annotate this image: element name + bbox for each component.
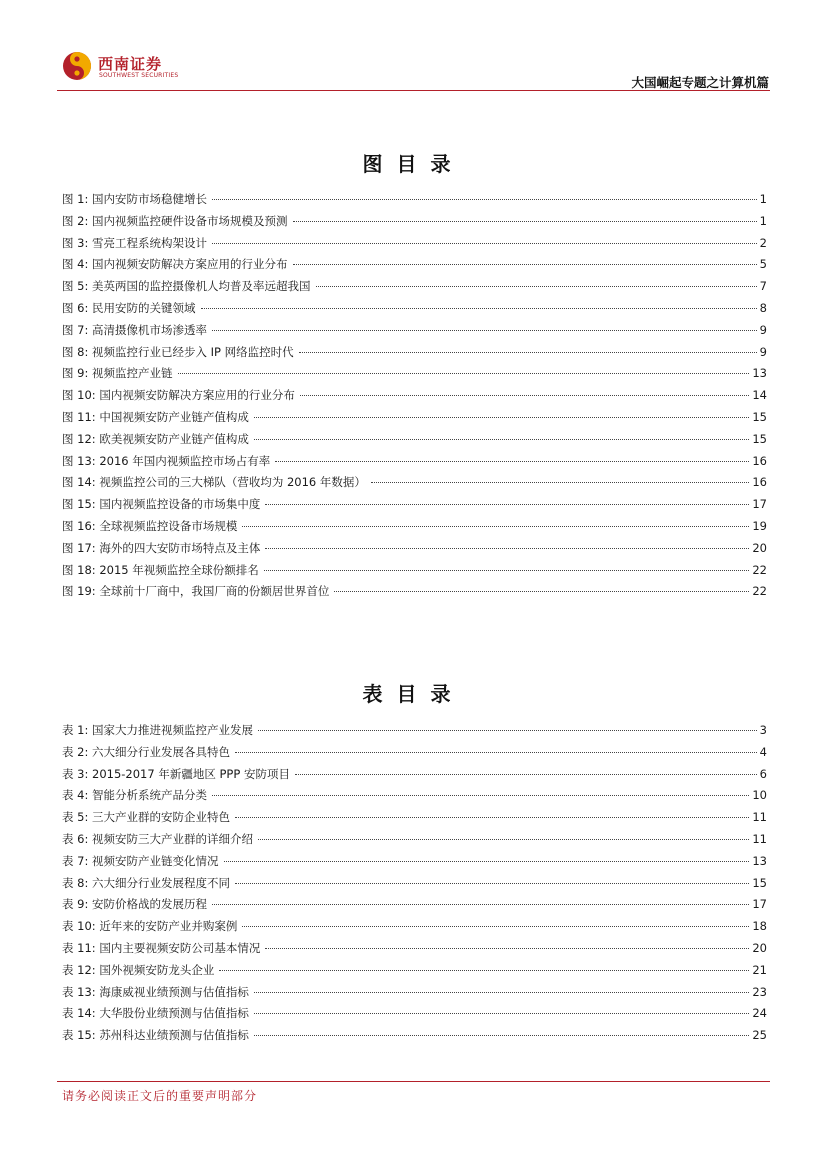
dot-leader: [254, 992, 750, 993]
table-entry-page: 25: [752, 1028, 767, 1043]
table-entry[interactable]: [62, 1027, 767, 1049]
figure-entry[interactable]: [62, 518, 767, 540]
logo-english-name: SOUTHWEST SECURITIES: [99, 72, 179, 79]
dot-leader: [258, 839, 749, 840]
table-entry-label: 表 1: 国家大力推进视频监控产业发展: [62, 723, 254, 737]
figure-entry-page: 15: [752, 431, 767, 446]
table-entry[interactable]: [62, 875, 767, 897]
figure-entry-label: 图 19: 全球前十厂商中，我国厂商的份额居世界首位: [62, 584, 330, 599]
dot-leader: [235, 752, 757, 753]
table-entry-page: 18: [752, 919, 767, 934]
dot-leader: [293, 264, 757, 265]
table-entry-page: 6: [759, 766, 767, 781]
table-entry[interactable]: [62, 853, 767, 875]
table-entry-page: 15: [752, 875, 767, 890]
figure-entry-label: 图 18: 2015 年视频监控全球份额排名: [62, 562, 259, 577]
figure-entry-page: 16: [752, 475, 767, 490]
dot-leader: [258, 730, 757, 731]
table-entry-page: 11: [752, 810, 767, 825]
figure-entry[interactable]: [62, 235, 767, 257]
dot-leader: [254, 417, 750, 418]
dot-leader: [265, 548, 749, 549]
dot-leader: [300, 395, 750, 396]
table-entry[interactable]: [62, 896, 767, 918]
figure-entry-page: 7: [759, 279, 767, 294]
figure-entry-label: 图 15: 国内视频监控设备的市场集中度: [62, 497, 261, 512]
table-entry[interactable]: [62, 918, 767, 940]
figure-entry-page: 9: [759, 322, 767, 337]
logo-chinese-name: 西南证券: [98, 55, 163, 73]
figure-entry-label: 图 12: 欧美视频安防产业链产值构成: [62, 431, 249, 446]
table-entry-label: 表 13: 海康威视业绩预测与估值指标: [62, 984, 249, 999]
dot-leader: [254, 1035, 750, 1036]
figure-entry-page: 2: [759, 235, 767, 250]
table-entry[interactable]: [62, 1005, 767, 1027]
dot-leader: [212, 330, 757, 331]
table-entry-page: 17: [752, 897, 767, 912]
table-entry-label: 表 14: 大华股份业绩预测与估值指标: [62, 1006, 249, 1021]
table-entry-page: 20: [752, 940, 767, 955]
figure-entry[interactable]: [62, 453, 767, 475]
dot-leader: [295, 774, 757, 775]
dot-leader: [265, 948, 749, 949]
figure-entry-label: 图 11: 中国视频安防产业链产值构成: [62, 409, 249, 424]
dot-leader: [212, 199, 757, 200]
figure-entry[interactable]: [62, 431, 767, 453]
page-header: [0, 0, 827, 100]
footer-divider: [57, 1081, 770, 1082]
figure-entry[interactable]: [62, 562, 767, 584]
table-entry-label: 表 6: 视频安防三大产业群的详细介绍: [62, 831, 254, 846]
table-entry-page: 24: [752, 1006, 767, 1021]
figure-entry-label: 图 13: 2016 年国内视频监控市场占有率: [62, 453, 271, 468]
dot-leader: [265, 504, 749, 505]
figure-entry-label: 图 9: 视频监控产业链: [62, 366, 173, 381]
figure-entry-page: 1: [759, 192, 767, 206]
dot-leader: [264, 570, 750, 571]
figure-entry-page: 19: [752, 518, 767, 533]
table-entry-page: 4: [759, 744, 767, 759]
figure-entry-page: 13: [752, 366, 767, 381]
figure-entry[interactable]: [62, 278, 767, 300]
table-entry[interactable]: [62, 831, 767, 853]
dot-leader: [293, 221, 757, 222]
figure-entry-page: 14: [752, 388, 767, 403]
dot-leader: [201, 308, 757, 309]
company-logo: [62, 51, 182, 85]
figure-entry-page: 9: [759, 344, 767, 359]
figure-entry-page: 22: [752, 562, 767, 577]
figure-entry-label: 图 7: 高清摄像机市场渗透率: [62, 322, 208, 337]
figure-entry[interactable]: [62, 365, 767, 387]
table-entry-label: 表 15: 苏州科达业绩预测与估值指标: [62, 1028, 249, 1043]
table-entry-label: 表 7: 视频安防产业链变化情况: [62, 853, 219, 868]
table-entry[interactable]: [62, 787, 767, 809]
report-title: 大国崛起专题之计算机篇: [631, 75, 769, 90]
figure-entry-page: 1: [759, 213, 767, 228]
table-entry-label: 表 11: 国内主要视频安防公司基本情况: [62, 940, 261, 955]
dot-leader: [212, 904, 749, 905]
figure-entry-label: 图 4: 国内视频安防解决方案应用的行业分布: [62, 257, 288, 272]
figure-entry[interactable]: [62, 191, 767, 213]
southwest-securities-logo-icon: [62, 51, 92, 81]
figure-entry[interactable]: [62, 496, 767, 518]
figure-entry-page: 5: [759, 257, 767, 272]
dot-leader: [212, 243, 757, 244]
table-entry-label: 表 2: 六大细分行业发展各具特色: [62, 744, 231, 759]
figure-entry-label: 图 6: 民用安防的关键领域: [62, 300, 196, 315]
header-divider: [57, 90, 770, 91]
dot-leader: [242, 926, 749, 927]
table-entry-page: 13: [752, 853, 767, 868]
figure-entry[interactable]: [62, 344, 767, 366]
dot-leader: [254, 439, 750, 440]
figure-entry[interactable]: [62, 474, 767, 496]
figure-entry[interactable]: [62, 322, 767, 344]
figure-entry-page: 16: [752, 453, 767, 468]
dot-leader: [334, 591, 749, 592]
table-entry-page: 21: [752, 962, 767, 977]
dot-leader: [212, 795, 749, 796]
table-entry-label: 表 3: 2015-2017 年新疆地区 PPP 安防项目: [62, 766, 290, 781]
figure-list: [62, 191, 767, 605]
table-entry[interactable]: [62, 984, 767, 1006]
figure-entry-label: 图 14: 视频监控公司的三大梯队（营收均为 2016 年数据）: [62, 475, 366, 490]
table-entry-page: 10: [752, 788, 767, 803]
dot-leader: [254, 1013, 750, 1014]
dot-leader: [371, 482, 749, 483]
table-entry-label: 表 8: 六大细分行业发展程度不同: [62, 875, 231, 890]
table-entry-label: 表 4: 智能分析系统产品分类: [62, 788, 208, 803]
dot-leader: [275, 461, 749, 462]
table-entry[interactable]: [62, 940, 767, 962]
figure-entry[interactable]: [62, 540, 767, 562]
figure-entry-page: 20: [752, 540, 767, 555]
figure-entry-page: 8: [759, 300, 767, 315]
dot-leader: [224, 861, 750, 862]
figure-entry[interactable]: [62, 409, 767, 431]
figure-entry[interactable]: [62, 387, 767, 409]
figure-entry-page: 15: [752, 409, 767, 424]
table-list: [62, 722, 767, 1049]
table-entry-label: 表 5: 三大产业群的安防企业特色: [62, 810, 231, 825]
table-entry[interactable]: [62, 744, 767, 766]
dot-leader: [316, 286, 757, 287]
figure-entry-label: 图 16: 全球视频监控设备市场规模: [62, 518, 238, 533]
disclaimer-note: 请务必阅读正文后的重要声明部分: [62, 1089, 258, 1103]
table-entry-page: 3: [759, 723, 767, 737]
figure-entry-label: 图 5: 美英两国的监控摄像机人均普及率远超我国: [62, 279, 311, 294]
table-entry-label: 表 10: 近年来的安防产业并购案例: [62, 919, 238, 934]
dot-leader: [235, 883, 749, 884]
figure-entry[interactable]: [62, 300, 767, 322]
table-entry-page: 11: [752, 831, 767, 846]
figure-entry-label: 图 1: 国内安防市场稳健增长: [62, 192, 208, 206]
table-entry[interactable]: [62, 809, 767, 831]
figure-entry-label: 图 3: 雪亮工程系统构架设计: [62, 235, 208, 250]
figure-entry-label: 图 8: 视频监控行业已经步入 IP 网络监控时代: [62, 344, 294, 359]
table-entry[interactable]: [62, 722, 767, 744]
figure-entry-page: 17: [752, 497, 767, 512]
table-entry-page: 23: [752, 984, 767, 999]
table-entry[interactable]: [62, 766, 767, 788]
figure-entry-page: 22: [752, 584, 767, 599]
table-entry-label: 表 12: 国外视频安防龙头企业: [62, 962, 215, 977]
figure-entry-label: 图 17: 海外的四大安防市场特点及主体: [62, 540, 261, 555]
table-entry-label: 表 9: 安防价格战的发展历程: [62, 897, 208, 912]
dot-leader: [235, 817, 749, 818]
dot-leader: [299, 352, 757, 353]
figure-entry-label: 图 10: 国内视频安防解决方案应用的行业分布: [62, 388, 295, 403]
figure-list-heading: 图目录: [362, 152, 465, 176]
dot-leader: [242, 526, 749, 527]
table-list-heading: 表目录: [362, 682, 465, 706]
figure-entry-label: 图 2: 国内视频监控硬件设备市场规模及预测: [62, 213, 288, 228]
dot-leader: [219, 970, 749, 971]
table-entry[interactable]: [62, 962, 767, 984]
dot-leader: [178, 373, 750, 374]
figure-entry[interactable]: [62, 583, 767, 605]
figure-entry[interactable]: [62, 213, 767, 235]
figure-entry[interactable]: [62, 256, 767, 278]
